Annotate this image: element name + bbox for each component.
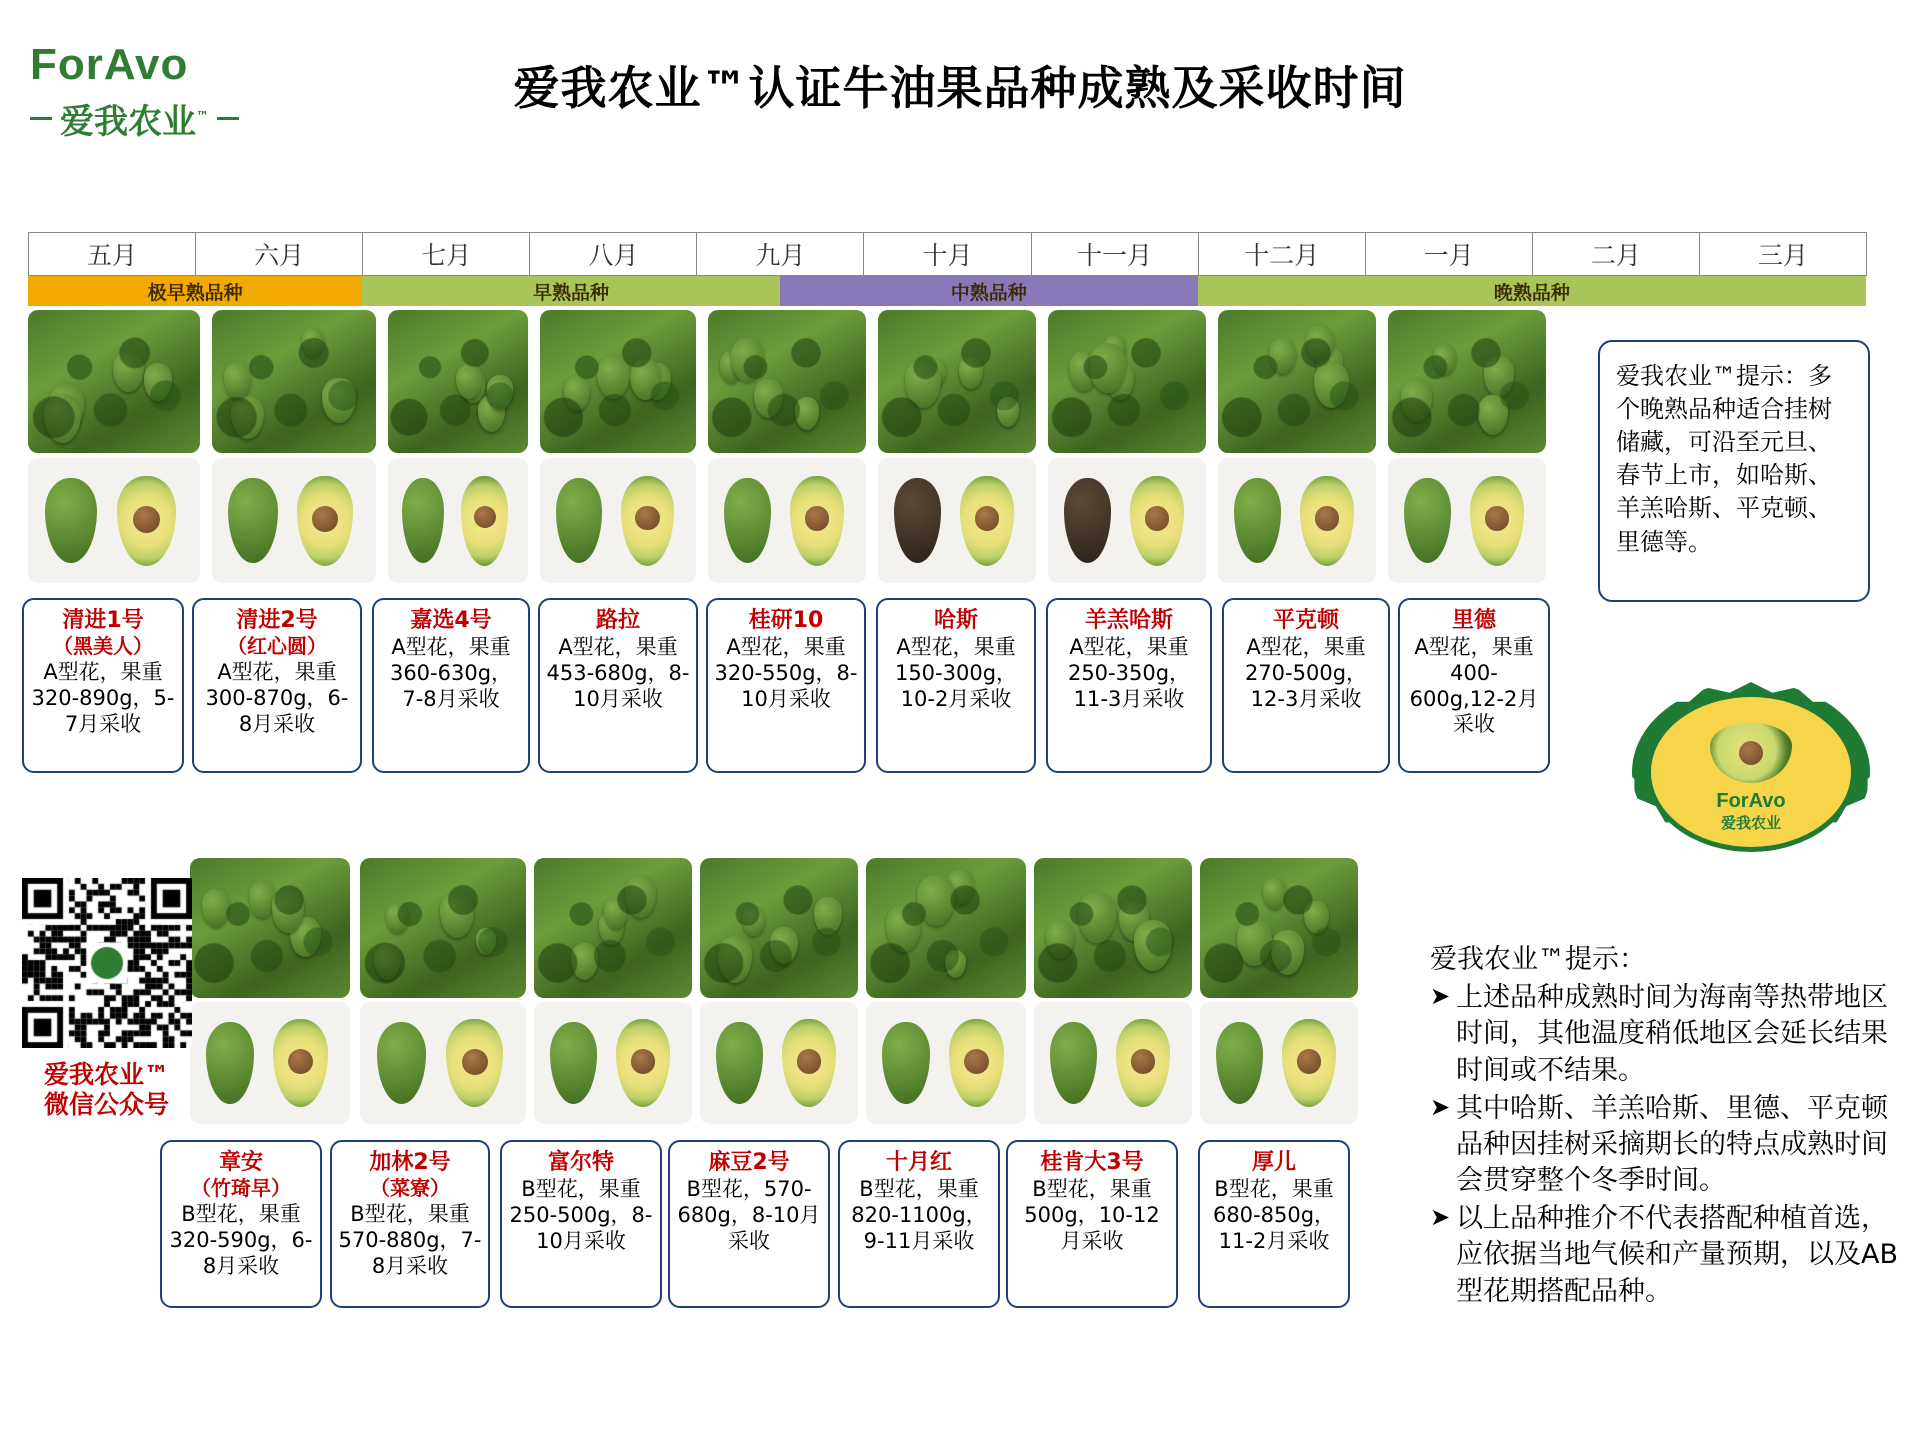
- page-title: 爱我农业™认证牛油果品种成熟及采收时间: [513, 61, 1407, 115]
- variety-card[interactable]: [22, 598, 184, 773]
- month-header-row: [28, 232, 1866, 276]
- avocado-fruit-icon: [599, 911, 624, 944]
- variety-tree-photo: [190, 858, 350, 998]
- variety-description: A型花，果重300-870g，6-8月采收: [205, 660, 349, 736]
- tip-bullet-item: [1430, 1201, 1908, 1310]
- variety-card[interactable]: [706, 598, 866, 773]
- month-cell: 二月: [1532, 232, 1700, 276]
- avocado-fruit-icon: [1237, 918, 1273, 966]
- avocado-fruit-icon: [231, 396, 264, 440]
- avocado-fruit-icon: [754, 379, 783, 418]
- qr-label-line2: 微信公众号: [43, 1090, 169, 1119]
- month-cell: 一月: [1365, 232, 1533, 276]
- brand-logo-wordmark: ForAvo: [30, 40, 189, 89]
- whole-avocado-icon: [1050, 1022, 1097, 1105]
- avocado-fruit-icon: [478, 395, 505, 432]
- variety-card[interactable]: [160, 1140, 322, 1308]
- avocado-pit-icon: [288, 1049, 313, 1074]
- avocado-fruit-icon: [1433, 344, 1457, 376]
- avocado-fruit-icon: [144, 363, 172, 400]
- variety-card[interactable]: [330, 1140, 490, 1308]
- avocado-fruit-icon: [1271, 930, 1304, 975]
- avocado-fruit-icon: [49, 384, 84, 432]
- whole-avocado-icon: [1404, 478, 1451, 563]
- avocado-fruit-icon: [249, 881, 276, 918]
- avocado-fruit-icon: [1106, 362, 1134, 400]
- variety-description: B型花，果重250-500g，8-10月采收: [509, 1177, 653, 1253]
- bullet-arrow-icon: ➤: [1430, 982, 1451, 1011]
- avocado-fruit-icon: [571, 943, 598, 980]
- avocado-fruit-icon: [1314, 362, 1348, 408]
- variety-card[interactable]: [500, 1140, 662, 1308]
- avocado-fruit-icon: [1304, 901, 1329, 934]
- whole-avocado-icon: [882, 1022, 930, 1105]
- variety-name: 厚儿: [1251, 1150, 1296, 1175]
- month-cell: 三月: [1699, 232, 1867, 276]
- variety-alias: （竹琦早）: [191, 1176, 291, 1201]
- avocado-pit-icon: [1297, 1049, 1322, 1074]
- bullet-arrow-icon: ➤: [1430, 1203, 1451, 1232]
- variety-card[interactable]: [1006, 1140, 1178, 1308]
- avocado-fruit-icon: [770, 927, 798, 964]
- variety-card[interactable]: [876, 598, 1036, 773]
- avocado-fruit-icon: [1401, 379, 1433, 422]
- avocado-pit-icon: [1485, 506, 1510, 531]
- avocado-fruit-icon: [1119, 900, 1149, 941]
- variety-tree-photo: [1200, 858, 1358, 998]
- variety-description: B型花，果重570-880g，7-8月采收: [338, 1202, 482, 1278]
- season-band-row: [28, 276, 1866, 306]
- avocado-fruit-icon: [925, 358, 946, 386]
- variety-card[interactable]: [838, 1140, 1000, 1308]
- seal-inner: [1646, 692, 1856, 852]
- variety-cut-fruit-photo: [1048, 458, 1206, 583]
- avocado-pit-icon: [964, 1049, 989, 1074]
- avocado-fruit-icon: [1046, 920, 1075, 959]
- variety-description: A型花，果重270-500g，12-3月采收: [1244, 635, 1368, 711]
- avocado-fruit-icon: [886, 905, 921, 952]
- avocado-pit-icon: [797, 1049, 822, 1074]
- variety-description: B型花，570-680g，8-10月采收: [677, 1177, 821, 1253]
- avocado-fruit-icon: [945, 950, 966, 978]
- variety-cut-fruit-photo: [1034, 1002, 1192, 1124]
- avocado-fruit-icon: [302, 328, 324, 357]
- month-cell: 九月: [696, 232, 864, 276]
- variety-tree-photo: [534, 858, 692, 998]
- whole-avocado-icon: [894, 478, 941, 563]
- variety-cut-fruit-photo: [1218, 458, 1376, 583]
- variety-description: A型花，果重400-600g,12-2月采收: [1409, 635, 1539, 737]
- avocado-fruit-icon: [643, 363, 670, 400]
- whole-avocado-icon: [377, 1022, 427, 1105]
- avocado-fruit-icon: [1089, 343, 1126, 392]
- whole-avocado-icon: [724, 478, 771, 563]
- month-cell: 十二月: [1198, 232, 1366, 276]
- variety-card[interactable]: [1222, 598, 1390, 773]
- variety-cut-fruit-photo: [212, 458, 376, 583]
- avocado-fruit-icon: [718, 936, 753, 983]
- whole-avocado-icon: [206, 1022, 254, 1105]
- foravo-seal: [1632, 682, 1870, 862]
- variety-cut-fruit-photo: [360, 1002, 526, 1124]
- variety-description: A型花，果重360-630g，7-8月采收: [389, 635, 513, 711]
- avocado-pit-icon: [805, 506, 830, 531]
- variety-name: 清进1号: [62, 608, 144, 633]
- variety-tree-photo: [540, 310, 696, 453]
- avocado-fruit-icon: [959, 356, 984, 389]
- month-cell: 七月: [362, 232, 530, 276]
- avocado-fruit-icon: [322, 378, 356, 423]
- avocado-fruit-icon: [564, 376, 590, 411]
- variety-alias: （黑美人）: [53, 634, 153, 659]
- avocado-fruit-icon: [224, 362, 251, 399]
- variety-card[interactable]: [1398, 598, 1550, 773]
- season-band: 早熟品种: [362, 276, 780, 306]
- variety-description: A型花，果重150-300g，10-2月采收: [894, 635, 1018, 711]
- avocado-fruit-icon: [1263, 878, 1286, 908]
- variety-description: B型花，果重320-590g，6-8月采收: [169, 1202, 313, 1278]
- avocado-pit-icon: [312, 506, 338, 532]
- avocado-fruit-icon: [290, 917, 320, 958]
- variety-card[interactable]: [192, 598, 362, 773]
- tip-box-top: 爱我农业™提示：多个晚熟品种适合挂树储藏，可沿至元旦、春节上市，如哈斯、羊羔哈斯、平克顿、里德等。: [1598, 340, 1870, 602]
- tip-bullet-item: [1430, 1091, 1908, 1200]
- avocado-fruit-icon: [795, 397, 820, 430]
- season-band: 晚熟品种: [1198, 276, 1866, 306]
- tip-bottom-heading: 爱我农业™提示：: [1430, 944, 1646, 975]
- seal-wordmark: ForAvo: [1716, 790, 1786, 812]
- season-band: 中熟品种: [780, 276, 1198, 306]
- variety-description: B型花，果重820-1100g，9-11月采收: [851, 1177, 987, 1253]
- variety-name: 桂肯大3号: [1040, 1150, 1144, 1175]
- avocado-fruit-icon: [1316, 346, 1343, 383]
- avocado-fruit-icon: [1078, 892, 1116, 943]
- avocado-fruit-icon: [1269, 338, 1296, 374]
- whole-avocado-icon: [228, 478, 277, 563]
- variety-name: 嘉选4号: [410, 608, 492, 633]
- avocado-pit-icon: [474, 506, 496, 528]
- variety-cut-fruit-photo: [190, 1002, 350, 1124]
- variety-tree-photo: [708, 310, 866, 453]
- avocado-fruit-icon: [1484, 356, 1515, 397]
- variety-cut-fruit-photo: [388, 458, 528, 583]
- avocado-fruit-icon: [202, 889, 230, 927]
- avocado-pit-icon: [462, 1049, 488, 1075]
- variety-tree-photo: [700, 858, 858, 998]
- month-cell: 五月: [28, 232, 196, 276]
- variety-tree-photo: [1218, 310, 1376, 453]
- wechat-qr-label: [14, 1060, 199, 1120]
- variety-tree-photo: [212, 310, 376, 453]
- avocado-pit-icon: [133, 506, 160, 533]
- avocado-fruit-icon: [905, 359, 941, 408]
- variety-tree-photo: [866, 858, 1026, 998]
- avocado-fruit-icon: [997, 397, 1020, 427]
- avocado-fruit-icon: [597, 355, 630, 399]
- variety-description: B型花，果重680-850g，11-2月采收: [1212, 1177, 1336, 1253]
- month-cell: 十一月: [1031, 232, 1199, 276]
- variety-tree-photo: [1388, 310, 1546, 453]
- variety-description: A型花，果重320-550g，8-10月采收: [714, 635, 858, 711]
- avocado-fruit-icon: [625, 875, 657, 918]
- variety-name: 加林2号: [369, 1150, 451, 1175]
- variety-cut-fruit-photo: [28, 458, 200, 583]
- variety-name: 富尔特: [547, 1150, 614, 1175]
- avocado-fruit-icon: [374, 944, 401, 980]
- variety-cut-fruit-photo: [708, 458, 866, 583]
- bullet-arrow-icon: ➤: [1430, 1092, 1451, 1121]
- variety-tree-photo: [1048, 310, 1206, 453]
- avocado-pit-icon: [1315, 506, 1340, 531]
- whole-avocado-icon: [402, 478, 444, 563]
- variety-cut-fruit-photo: [866, 1002, 1026, 1124]
- variety-tree-photo: [1034, 858, 1192, 998]
- avocado-fruit-icon: [731, 338, 764, 382]
- whole-avocado-icon: [1234, 478, 1281, 563]
- variety-tree-photo: [360, 858, 526, 998]
- avocado-fruit-icon: [272, 889, 305, 933]
- variety-tree-photo: [388, 310, 528, 453]
- avocado-fruit-icon: [720, 351, 744, 383]
- month-cell: 八月: [529, 232, 697, 276]
- month-cell: 十月: [863, 232, 1031, 276]
- avocado-fruit-icon: [814, 897, 842, 935]
- avocado-fruit-icon: [604, 898, 627, 929]
- variety-card[interactable]: [372, 598, 530, 773]
- tip-box-bottom: [1430, 942, 1908, 1310]
- avocado-fruit-icon: [461, 369, 486, 402]
- avocado-fruit-icon: [630, 359, 661, 401]
- variety-name: 章安: [218, 1150, 263, 1175]
- avocado-pit-icon: [1145, 506, 1170, 531]
- avocado-fruit-icon: [440, 892, 474, 939]
- variety-name: 里德: [1451, 608, 1496, 633]
- variety-cut-fruit-photo: [1200, 1002, 1358, 1124]
- variety-card[interactable]: [538, 598, 698, 773]
- whole-avocado-icon: [45, 478, 97, 563]
- variety-card[interactable]: [668, 1140, 830, 1308]
- avocado-fruit-icon: [1104, 335, 1125, 364]
- variety-name: 麻豆2号: [708, 1150, 790, 1175]
- variety-cut-fruit-photo: [700, 1002, 858, 1124]
- variety-description: A型花，果重453-680g，8-10月采收: [546, 635, 690, 711]
- variety-cut-fruit-photo: [1388, 458, 1546, 583]
- variety-tree-photo: [28, 310, 200, 453]
- variety-name: 羊羔哈斯: [1084, 608, 1173, 633]
- whole-avocado-icon: [556, 478, 603, 563]
- variety-name: 哈斯: [933, 608, 978, 633]
- avocado-fruit-icon: [947, 869, 973, 905]
- variety-tree-photo: [878, 310, 1036, 453]
- variety-card[interactable]: [1046, 598, 1212, 773]
- avocado-fruit-icon: [1306, 325, 1333, 362]
- avocado-pit-icon: [1131, 1049, 1156, 1074]
- avocado-pit-icon: [1739, 741, 1763, 765]
- whole-avocado-icon: [550, 1022, 597, 1105]
- whole-avocado-icon: [1064, 478, 1111, 563]
- qr-label-line1: 爱我农业™: [43, 1060, 169, 1089]
- avocado-fruit-icon: [742, 906, 765, 937]
- avocado-fruit-icon: [1134, 920, 1171, 971]
- avocado-fruit-icon: [386, 903, 408, 933]
- variety-description: A型花，果重320-890g，5-7月采收: [31, 660, 175, 736]
- variety-name: 清进2号: [236, 608, 318, 633]
- tip-bullet-text: 上述品种成熟时间为海南等热带地区时间，其他温度稍低地区会延长结果时间或不结果。: [1456, 982, 1888, 1086]
- avocado-pit-icon: [631, 1049, 656, 1074]
- variety-name: 平克顿: [1272, 608, 1339, 633]
- variety-description: B型花，果重500g，10-12月采收: [1024, 1177, 1160, 1253]
- variety-alias: （红心圆）: [227, 634, 327, 659]
- variety-cut-fruit-photo: [534, 1002, 692, 1124]
- variety-name: 十月红: [885, 1150, 952, 1175]
- brand-logo-cn: 爱我农业™: [60, 102, 209, 142]
- wechat-qr-code[interactable]: [22, 878, 192, 1048]
- tip-bullet-text: 其中哈斯、羊羔哈斯、里德、平克顿品种因挂树采摘期长的特点成熟时间会贯穿整个冬季时间。: [1456, 1092, 1888, 1197]
- avocado-fruit-icon: [456, 364, 482, 400]
- avocado-fruit-icon: [44, 394, 81, 443]
- variety-cut-fruit-photo: [878, 458, 1036, 583]
- avocado-fruit-icon: [1069, 351, 1099, 391]
- variety-cut-fruit-photo: [540, 458, 696, 583]
- tip-bullet-text: 以上品种推介不代表搭配种植首选，应依据当地气候和产量预期，以及AB型花期搭配品种。: [1456, 1203, 1898, 1307]
- avocado-fruit-icon: [487, 375, 513, 410]
- avocado-fruit-icon: [113, 351, 143, 392]
- seal-wordmark-cn: 爱我农业: [1720, 814, 1781, 832]
- month-cell: 六月: [195, 232, 363, 276]
- whole-avocado-icon: [1216, 1022, 1263, 1105]
- tip-bullet-item: [1430, 980, 1908, 1089]
- variety-card[interactable]: [1198, 1140, 1350, 1308]
- variety-name: 路拉: [595, 608, 640, 633]
- variety-alias: （菜寮）: [370, 1176, 450, 1201]
- avocado-fruit-icon: [1478, 395, 1508, 435]
- season-band: 极早熟品种: [28, 276, 362, 306]
- tip-bottom-list: [1430, 980, 1908, 1310]
- variety-name: 桂研10: [748, 608, 824, 633]
- avocado-pit-icon: [975, 506, 1000, 531]
- avocado-fruit-icon: [476, 928, 496, 955]
- whole-avocado-icon: [716, 1022, 763, 1105]
- avocado-fruit-icon: [917, 875, 955, 926]
- variety-description: A型花，果重250-350g，11-3月采收: [1067, 635, 1191, 711]
